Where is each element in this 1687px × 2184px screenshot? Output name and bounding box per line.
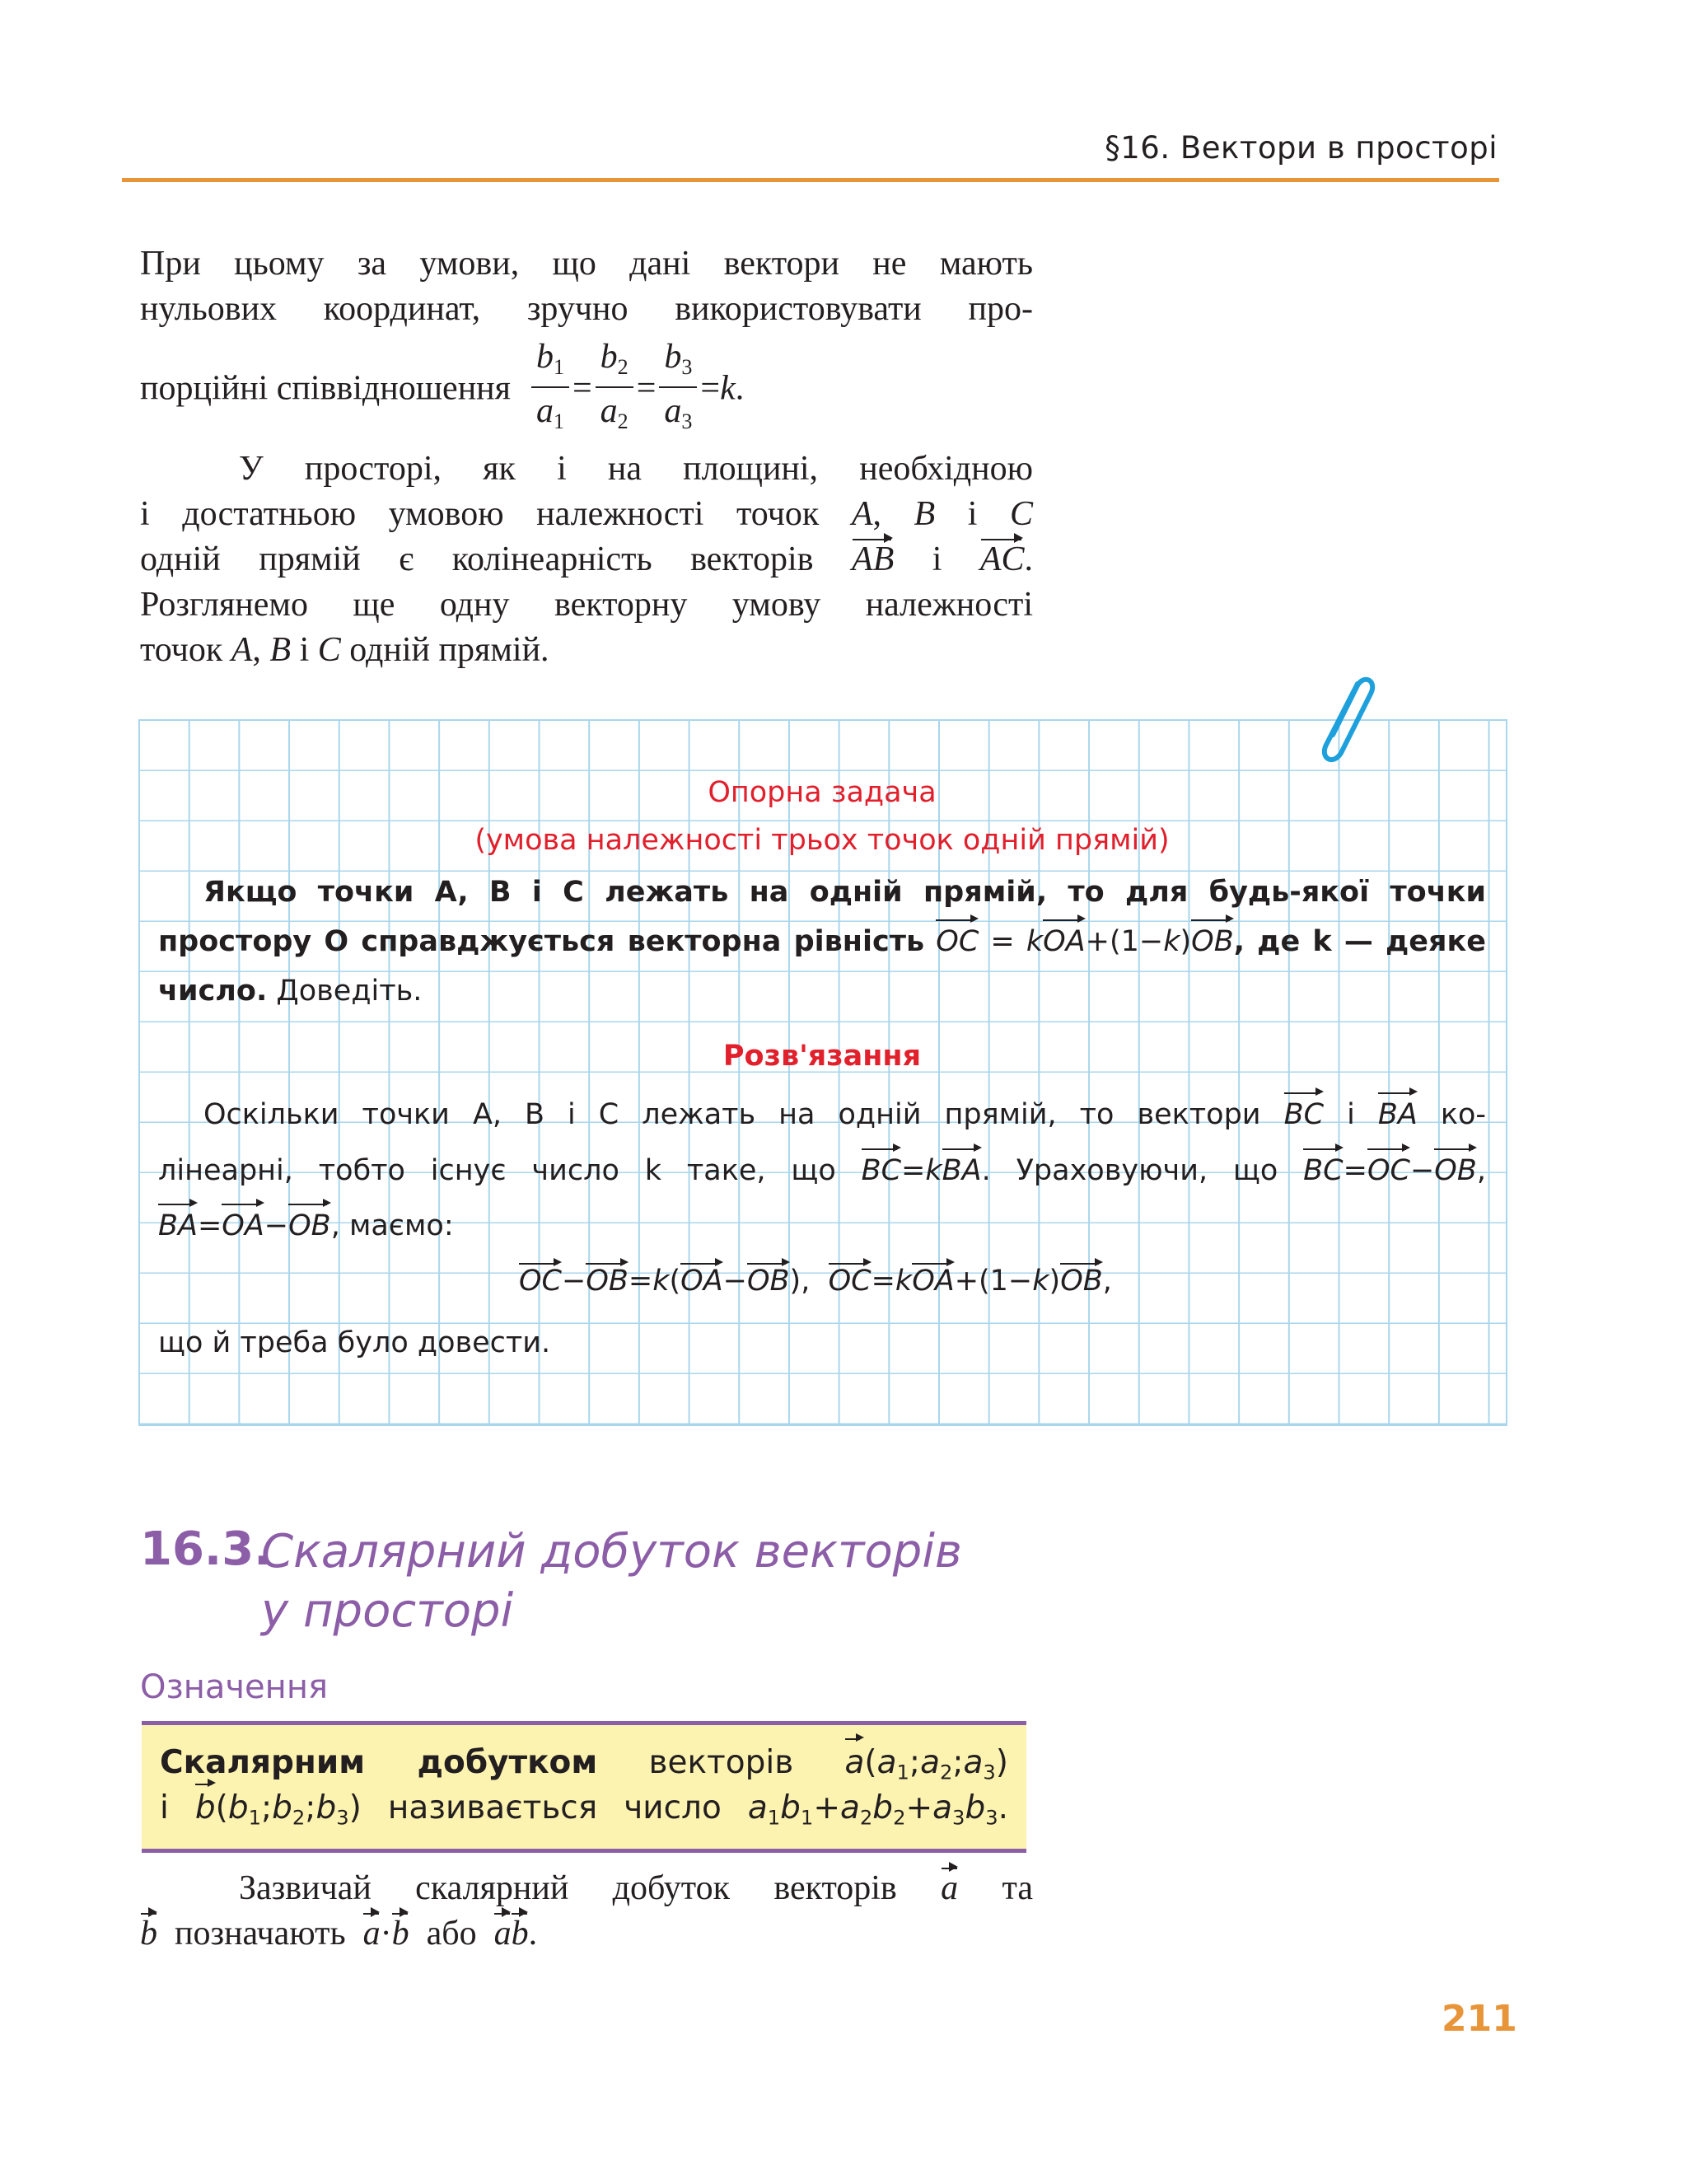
solution-title: Розв'язання bbox=[722, 1040, 922, 1073]
text-line: Розглянемо ще одну векторну умову належності bbox=[140, 586, 1033, 624]
solution-equation: OC−OB=k(OA−OB), OC=kOA+(1−k)OB, bbox=[519, 1265, 1112, 1298]
fraction-b2-a2: $\frac{b_2}{a_2}$ bbox=[596, 338, 633, 445]
proportion-line: порційні співвідношення $\frac{b_1}{a_1}$ = $\frac{b_2}{a_2}$ = $\frac{b_3}{a_3}$ =k. bbox=[140, 338, 744, 445]
vector-equation: OC = kOA+(1−k)OB bbox=[936, 925, 1233, 958]
vector-ac: AC bbox=[980, 537, 1025, 582]
text-line: порційні співвідношення bbox=[140, 369, 511, 408]
definition-line-1: Скалярним добутком векторів $a(a_1;a_2;a_3)$ bbox=[160, 1740, 1008, 1786]
task-statement-line-3: число. Доведіть. bbox=[158, 975, 423, 1008]
definition-label: Означення bbox=[140, 1668, 329, 1706]
intro-paragraph-2 bbox=[140, 447, 1033, 673]
fraction-b1-a1: $\frac{b_1}{a_1}$ bbox=[531, 338, 569, 445]
text-line: b позначають a·b або ab. bbox=[140, 1911, 1033, 1957]
closing-paragraph bbox=[140, 1866, 1033, 1957]
text-line: і достатньою умовою належності точок A, B і C bbox=[140, 495, 1033, 533]
task-statement-line-2: простору O справджується векторна рівність OC = kOA+(1−k)OB, де k — деяке bbox=[158, 921, 1486, 962]
task-title: Опорна задача bbox=[708, 776, 937, 809]
paperclip-icon bbox=[1310, 669, 1384, 776]
solution-line-3: BA=OA−OB, маємо: bbox=[158, 1205, 1486, 1246]
task-statement-line-1: Якщо точки A, B і C лежать на одній прямій, то для будь-якої точки bbox=[203, 876, 1486, 909]
text-line: точок A, B і C одній прямій. bbox=[140, 631, 549, 669]
vector-ab: AB bbox=[852, 537, 894, 582]
text-line: Зазвичай скалярний добуток векторів a та bbox=[140, 1866, 1033, 1911]
running-header: §16. Вектори в просторі bbox=[1105, 130, 1498, 166]
solution-line-2: лінеарні, тобто існує число k таке, що BC=kBA. Ураховуючи, що BC=OC−OB, bbox=[158, 1150, 1486, 1191]
section-number: 16.3. bbox=[140, 1522, 272, 1576]
section-title: Скалярний добуток векторів у просторі bbox=[261, 1525, 962, 1638]
page-number: 211 bbox=[1442, 1998, 1517, 2040]
header-rule bbox=[122, 178, 1499, 182]
text-line: У просторі, як і на площині, необхідною bbox=[239, 450, 1033, 488]
definition-line-2: і $b(b_1;b_2;b_3)$ називається число $a_1b_1+a_2b_2+a_3b_3$. bbox=[160, 1785, 1008, 1831]
solution-line-1: Оскільки точки A, B і C лежать на одній прямій, то вектори BC і BA ко- bbox=[158, 1094, 1486, 1135]
intro-paragraph-1 bbox=[140, 241, 1033, 332]
solution-conclusion: що й треба було довести. bbox=[158, 1326, 551, 1359]
text-line: одній прямій є колінеарність векторів AB і AC. bbox=[140, 537, 1033, 582]
text-line: нульових координат, зручно використовувати про- bbox=[140, 290, 1033, 328]
task-subtitle: (умова належності трьох точок одній прямій) bbox=[474, 824, 1170, 857]
text-line: При цьому за умови, що дані вектори не мають bbox=[140, 245, 1033, 283]
fraction-b3-a3: $\frac{b_3}{a_3}$ bbox=[659, 338, 697, 445]
